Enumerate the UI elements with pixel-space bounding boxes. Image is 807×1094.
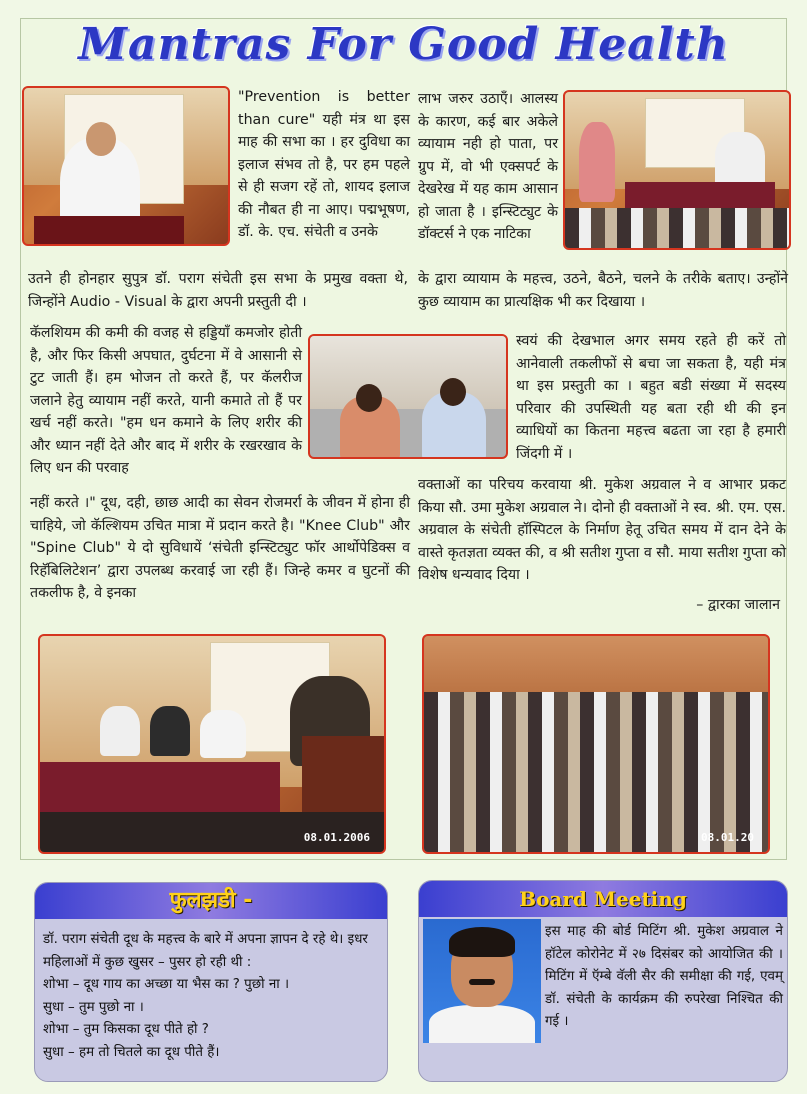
photo-audience: [422, 634, 770, 854]
article-signature: – द्वारका जालान: [696, 597, 780, 613]
fuljhadi-line: सुधा – हम तो चितले का दूध पीते हैं।: [43, 1044, 220, 1060]
article-para-7: स्वयं की देखभाल अगर समय रहते ही करें तो आनेवाली तकलीफों से बचा जा सकता है, यही मंत्र था इस प्रस्तुती का । बहुत बडी संख्या में सदस्य परिवार की उपस्थिती यह बता रही थी की इन व्याधियों का कितना महत्त्व बढता जा रहा है हमारी जिंदगी में ।: [516, 333, 786, 462]
fuljhadi-line: शोभा – तुम किसका दूध पीते हो ?: [43, 1022, 209, 1037]
article-para-5: लाभ जरुर उठाएँ। आलस्य के कारण, कई बार अकेले व्यायाम नही हो पाता, पर ग्रुप में, वो भी एक्सपर्ट के देखरेख में यह काम आसान हो जाता है । इन्स्टिट्युट के डॉक्टर्स ने एक नाटिका: [418, 91, 558, 242]
photo-speaker-podium: [22, 86, 230, 246]
fuljhadi-panel: [34, 882, 388, 1082]
article-para-2: उतने ही होनहार सुपुत्र डॉ. पराग संचेती इस सभा के प्रमुख वक्ता थे, जिन्होंने Audio - Visual के द्वारा अपनी प्रस्तुती दी ।: [28, 271, 408, 310]
photo-speakers-seated: [308, 334, 508, 459]
photo-demonstration: [563, 90, 791, 250]
article-para-6: के द्वारा व्यायाम के महत्त्व, उठने, बैठने, चलने के तरीके बताए। उन्होंने कुछ व्यायाम का प्रात्यक्षिक भी कर दिखाया ।: [418, 271, 788, 310]
fuljhadi-line: शोभा – दूध गाय का अच्छा या भैस का ? पुछो ना ।: [43, 977, 290, 992]
board-meeting-title: Board Meeting: [419, 881, 787, 917]
article-para-3: कॅलशियम की कमी की वजह से हड्डियाँ कमजोर होती है, और फिर किसी अपघात, दुर्घटना में वे आसानी से टुट जाती हैं। हम भोजन तो करते हैं, पर कॅलरीज जलाने हेतु व्यायाम नहीं करते, यानी कमाते तो हैं पर खर्च नहीं करते। "हम धन कमाने के लिए शरीर की और ध्यान नहीं देते और बाद में शरीर के रखरखाव के लिए धन की परवाह: [30, 325, 302, 476]
page-title: Mantras For Good Health: [78, 19, 729, 70]
article-para-4: नहीं करते ।" दूध, दही, छाछ आदी का सेवन रोजमर्रा के जीवन में होना ही चाहिये, जो कॅल्शियम उचित मात्रा में प्रदान करते है। "Knee Club" और "Spine Club" ये दो सुविधायें ‘संचेती इन्स्टिट्युट फॉर आर्थोपेडिक्स व रिहॅबिलिटेशन’ द्वारा उपलब्ध करवाई जा रही हैं। जिन्हे कमर व घुटनों की तकलीफ है, वे इनका: [30, 495, 410, 601]
board-meeting-text: इस माह की बोर्ड मिटिंग श्री. मुकेश अग्रवाल ने हॉटेल कोरोनेट में २७ दिसंबर को आयोजित की । मिटिंग में ऍम्बे वॅली सैर की समीक्षा की गई, एवम् डॉ. संचेती के कार्यक्रम की रुपरेखा निश्चित की गई ।: [545, 924, 783, 1029]
photo-date-right: 08.01.20: [701, 831, 754, 844]
fuljhadi-line: डॉ. पराग संचेती दूध के महत्त्व के बारे में अपना ज्ञापन दे रहे थे। इधर महिलाओं में कुछ खुसर – पुसर हो रही थी :: [43, 932, 368, 970]
article-para-8: वक्ताओं का परिचय करवाया श्री. मुकेश अग्रवाल ने व आभार प्रकट किया सौ. उमा मुकेश अग्रवाल ने। दोनो ही वक्ताओं ने स्व. श्री. एम. एस. अग्रवाल के संचेती हॉस्पिटल के निर्माण हेतू उचित समय में दान देने के वास्ते कृतज्ञता व्यक्त की, व श्री सतीश गुप्ता व सौ. माया सतीश गुप्ता को विशेष धन्यवाद दिया ।: [418, 477, 786, 583]
article-para-1: "Prevention is better than cure" यही मंत्र था इस माह की सभा का । हर दुविधा का इलाज संभव तो है, पर हम पहले से ही सजग रहें तो, शायद इलाज की नौबत ही ना आए। पद्मभूषण, डॉ. के. एच. संचेती व उनके: [238, 89, 410, 240]
photo-stage-panel: [38, 634, 386, 854]
fuljhadi-title: फुलझडी -: [35, 883, 387, 919]
masthead: [0, 10, 807, 80]
board-meeting-panel: [418, 880, 788, 1082]
board-member-portrait: [423, 919, 541, 1043]
photo-date-left: 08.01.2006: [303, 831, 370, 844]
fuljhadi-line: सुधा – तुम पुछो ना ।: [43, 999, 144, 1015]
